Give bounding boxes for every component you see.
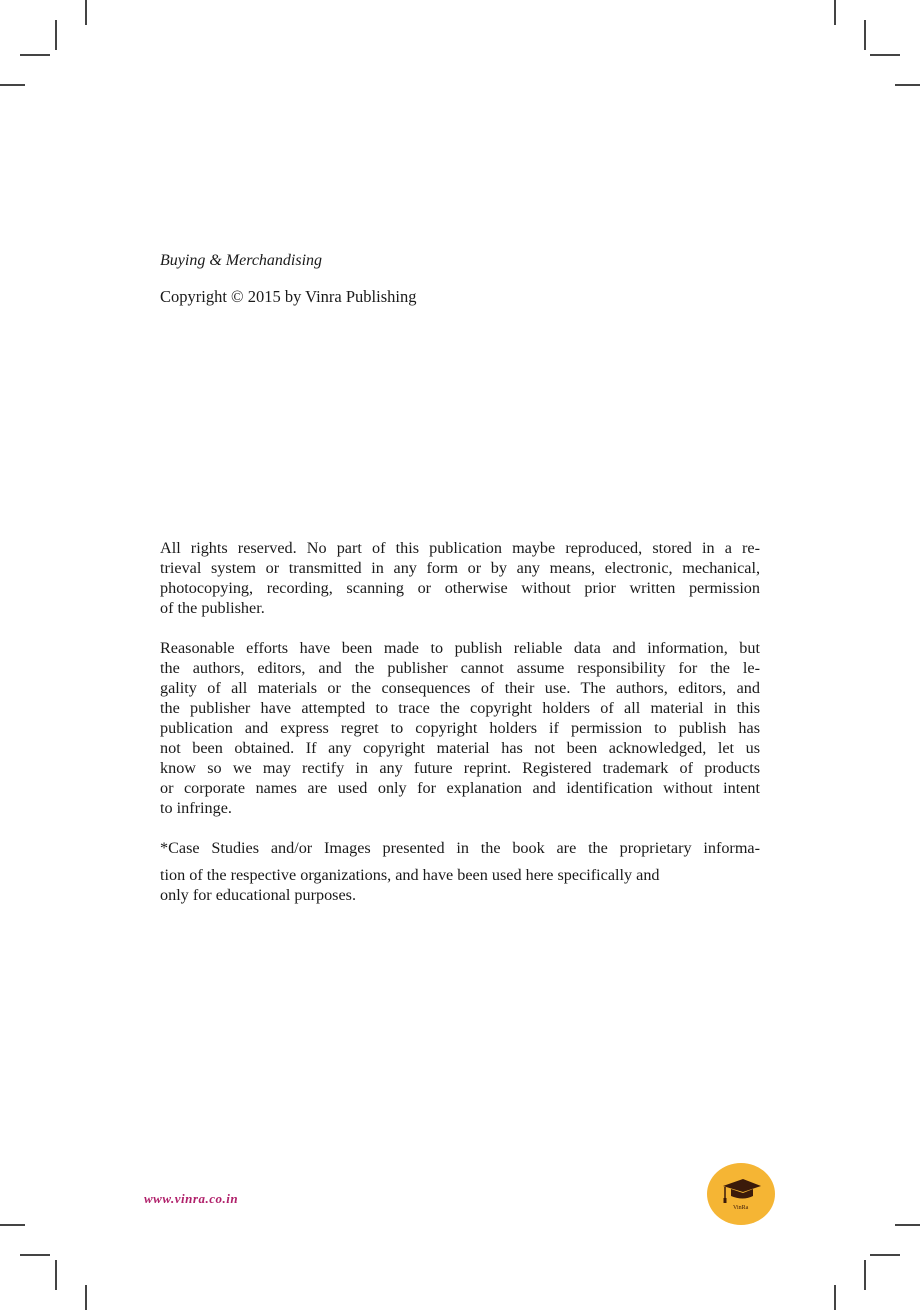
logo-text: VinRa xyxy=(733,1205,749,1211)
crop-mark xyxy=(20,1254,50,1256)
crop-mark xyxy=(895,1224,920,1226)
text-line: publication and express regret to copyright holders if permission to publish has xyxy=(160,719,760,737)
text-line: of the publisher. xyxy=(160,599,265,617)
crop-mark xyxy=(85,1285,87,1310)
text-line: to infringe. xyxy=(160,799,232,817)
crop-mark xyxy=(55,1260,57,1290)
publisher-logo xyxy=(707,1163,775,1225)
case-studies-paragraph xyxy=(160,838,760,905)
crop-mark xyxy=(870,54,900,56)
book-title: Buying & Merchandising xyxy=(160,252,323,269)
text-line: tion of the respective organizations, and have been used here specifically and xyxy=(160,866,660,884)
text-line: or corporate names are used only for explanation and identification without intent xyxy=(160,779,760,797)
rights-paragraph xyxy=(160,538,760,618)
text-line: *Case Studies and/or Images presented in the book are the proprietary informa- xyxy=(160,839,760,857)
text-line: the publisher have attempted to trace the copyright holders of all material in this xyxy=(160,699,760,717)
graduation-cap-icon xyxy=(719,1177,763,1207)
text-line: Reasonable efforts have been made to publish reliable data and information, but xyxy=(160,639,760,657)
crop-mark xyxy=(834,1285,836,1310)
text-line: trieval system or transmitted in any form or by any means, electronic, mechanical, xyxy=(160,559,760,577)
text-line: not been obtained. If any copyright material has not been acknowledged, let us xyxy=(160,739,760,757)
publisher-url[interactable]: www.vinra.co.in xyxy=(144,1191,239,1206)
crop-mark xyxy=(85,0,87,25)
copyright-line: Copyright © 2015 by Vinra Publishing xyxy=(160,287,417,306)
crop-mark xyxy=(870,1254,900,1256)
crop-mark xyxy=(0,1224,25,1226)
disclaimer-paragraph xyxy=(160,638,760,818)
crop-mark xyxy=(0,84,25,86)
crop-mark xyxy=(55,20,57,50)
crop-mark xyxy=(895,84,920,86)
text-line: All rights reserved. No part of this publication maybe reproduced, stored in a re- xyxy=(160,539,760,557)
text-line: gality of all materials or the consequences of their use. The authors, editors, and xyxy=(160,679,760,697)
crop-mark xyxy=(20,54,50,56)
text-line: photocopying, recording, scanning or otherwise without prior written permission xyxy=(160,579,760,597)
crop-mark xyxy=(864,1260,866,1290)
crop-mark xyxy=(864,20,866,50)
text-line: the authors, editors, and the publisher cannot assume responsibility for the le- xyxy=(160,659,760,677)
text-line: only for educational purposes. xyxy=(160,886,356,904)
crop-mark xyxy=(834,0,836,25)
text-line: know so we may rectify in any future reprint. Registered trademark of products xyxy=(160,759,760,777)
